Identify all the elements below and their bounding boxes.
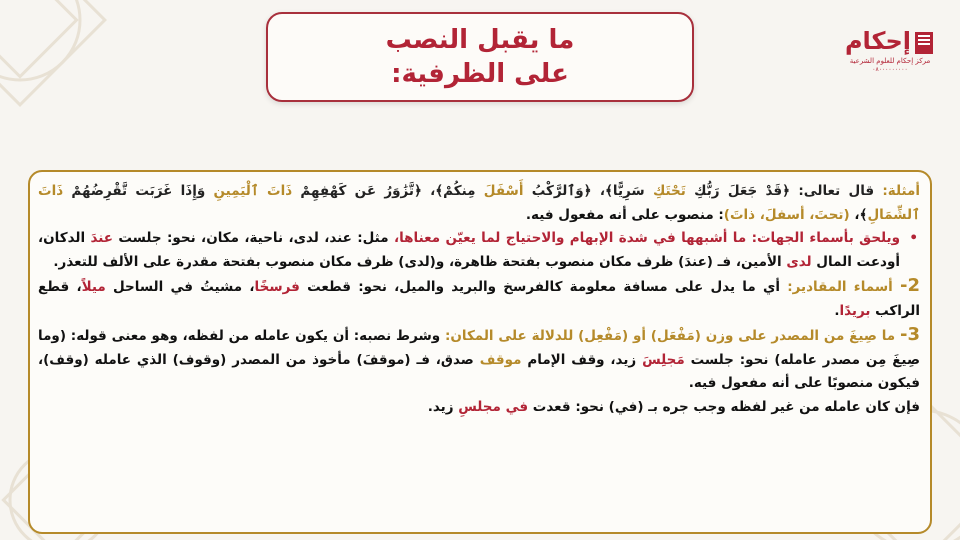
- page-title: ما يقبل النصب: [385, 25, 575, 55]
- highlight: ذَاتَ ٱلْيَمِينِ: [213, 183, 293, 199]
- highlight: موقف: [479, 351, 522, 368]
- content-body: [38, 180, 920, 419]
- highlight: عندَ: [90, 230, 113, 246]
- highlight: بريدًا: [839, 302, 871, 319]
- highlight: ميلاً: [81, 279, 106, 295]
- text-segment: مِنكُمْ﴾، ﴿تَّزَٰوَرُ عَن كَهْفِهِمْ: [292, 183, 484, 199]
- text-segment: زيد، وقف الإمام: [521, 351, 643, 368]
- highlight: ذَاتَ ٱلشِّمَالِ: [38, 183, 920, 223]
- highlight: تَحْتَكِ: [652, 183, 686, 199]
- text-segment: مثل: عند، لدى، ناحية، مكان، نحو: جلست: [112, 230, 394, 246]
- measures-label: أسماء المقادير:: [787, 279, 900, 295]
- content-box: [28, 170, 932, 534]
- text-segment: ﴾،: [849, 206, 868, 223]
- page-subtitle: على الظرفية:: [391, 59, 569, 89]
- text-segment: وشرط نصبه: أن يكون عامله من لفظه، وهو معنى قوله: (وما صِيغَ مِن مصدر عامله) نحو: جلست: [38, 328, 920, 368]
- examples-label: أمثلة:: [882, 183, 920, 199]
- text-segment: أي ما يدل على مسافة معلومة كالفرسخ والبريد والميل، نحو: قطعت: [299, 279, 788, 295]
- logo: [842, 26, 938, 96]
- text-segment: ، قطع الراكب: [38, 279, 920, 319]
- logo-subtitle: مركز إحكام للعلوم الشرعية: [849, 57, 931, 65]
- text-segment: الدكان، أودعت المال: [38, 230, 900, 270]
- paragraph-examples: [38, 180, 920, 227]
- highlight: ما أشبهها في شدة الإبهام والاحتياج لما يعيّن معناها،: [393, 230, 752, 246]
- highlight: (تحتَ، أسفلَ، ذاتَ): [723, 206, 850, 223]
- paragraph-derived: [38, 323, 920, 396]
- book-icon: [913, 30, 935, 56]
- derived-label: ما صِيغَ من المصدر على وزن (مَفْعَل) أو (مَفْعِل) للدلالة على المكان:: [444, 328, 900, 344]
- highlight: مَجلِسَ: [642, 351, 685, 368]
- logo-number: ٠٨٠٠٠٠٠٠٠٠٠: [872, 66, 908, 73]
- paragraph-measures: [38, 274, 920, 323]
- title-box: [266, 12, 694, 102]
- item-number: 2-: [899, 275, 920, 296]
- text-segment: سَرِيًّا﴾، ﴿وَٱلرَّكْبُ: [523, 183, 653, 199]
- text-segment: فإن كان عامله من غير لفظه وجب جره بـ (في) نحو: قعدت: [528, 398, 920, 415]
- item-number: 3-: [899, 324, 920, 345]
- text-segment: .: [834, 302, 840, 319]
- highlight: أَسْفَلَ: [483, 183, 524, 199]
- highlight: لدى: [786, 253, 812, 270]
- text-segment: قال تعالى: ﴿قَدْ جَعَلَ رَبُّكِ: [685, 183, 883, 199]
- directions-label: ويلحق بأسماء الجهات:: [751, 230, 901, 246]
- text-segment: الأمين، فـ (عندَ) ظرف مكان منصوب بفتحة ظاهرة، و(لدى) ظرف مكان منصوب بفتحة مقدرة على الألف للتعذر.: [53, 253, 787, 270]
- text-segment: ، مشيتُ في الساحل: [105, 279, 255, 295]
- text-segment: : منصوب على أنه مفعول فيه.: [525, 206, 724, 223]
- highlight: في مجلسِ: [458, 398, 529, 415]
- text-segment: زيد.: [427, 398, 459, 415]
- paragraph-directions: [38, 227, 920, 274]
- paragraph-exception: [38, 396, 920, 420]
- logo-name: إحكام: [844, 27, 912, 55]
- highlight: فرسخًا: [254, 279, 300, 295]
- text-segment: صدق، فـ (موقفَ) مأخوذ من المصدر (وقوف) الذي عامله (وقف)، فيكون منصوبًا على أنه مفعول فيه.: [38, 351, 920, 391]
- text-segment: وَإِذَا غَرَبَت تَّقْرِضُهُمْ: [63, 183, 214, 199]
